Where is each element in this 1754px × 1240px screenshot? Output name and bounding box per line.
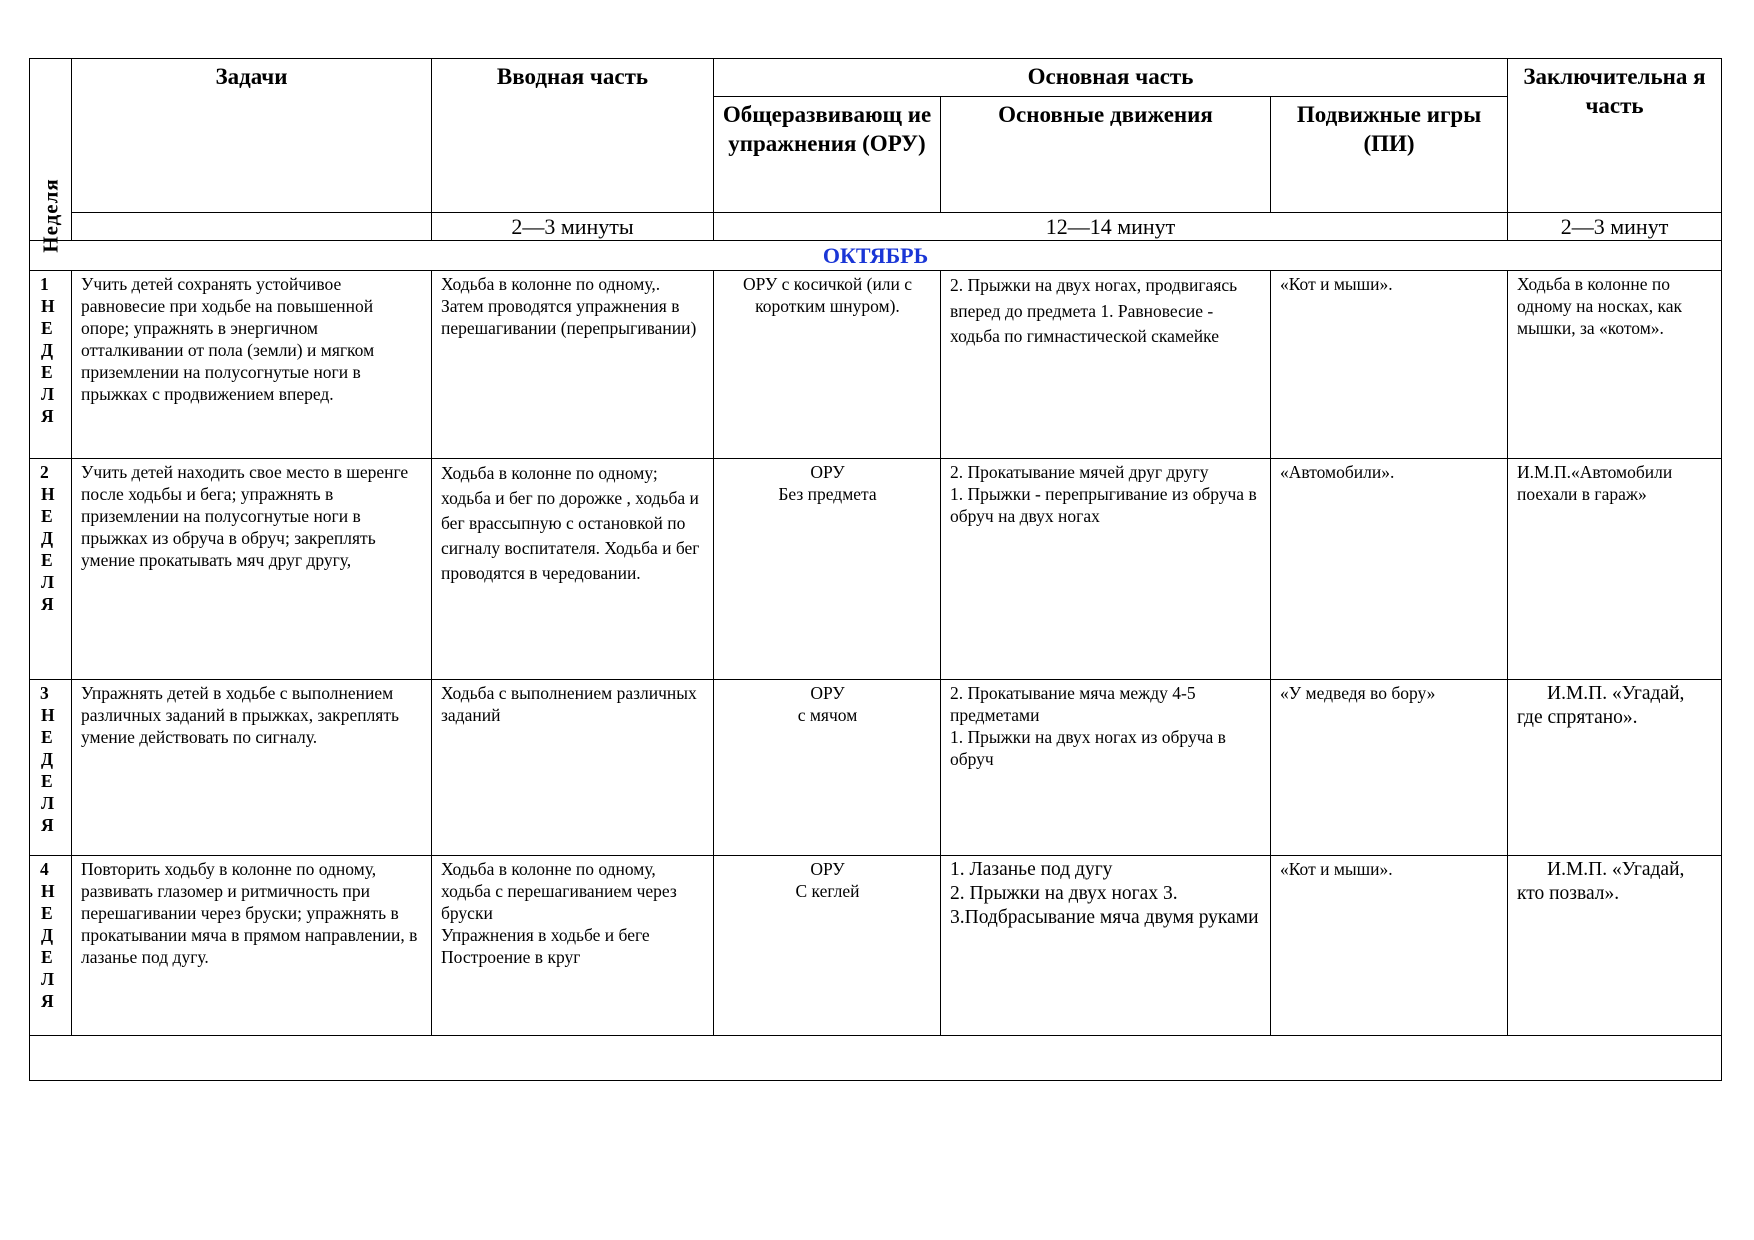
oru-cell: ОРУ С кеглей (714, 856, 941, 1036)
week-word: Н Е Д Е Л Я (41, 296, 55, 426)
final-cell: И.М.П. «Угадай, где спрятано». (1508, 680, 1722, 856)
oru-cell: ОРУ с косичкой (или с коротким шнуром). (714, 271, 941, 459)
empty-footer-row (30, 1036, 1722, 1081)
games-cell: «У медведя во бору» (1271, 680, 1508, 856)
oru-cell: ОРУ Без предмета (714, 459, 941, 680)
basic-moves-header: Основные движения (941, 97, 1271, 213)
intro-cell: Ходьба в колонне по одному, ходьба с перешагиванием через бруски Упражнения в ходьбе и беге Построение в круг (432, 856, 714, 1036)
tasks-header: Задачи (72, 59, 432, 213)
week-number: 3 (40, 683, 49, 703)
week-number: 1 (40, 274, 49, 294)
week-number: 4 (40, 859, 49, 879)
week-cell (30, 680, 72, 856)
tasks-cell: Учить детей находить свое место в шеренге после ходьбы и бега; упражнять в приземлении на полусогнутые ноги в прыжках из обруча в обруч; закреплять умение прокатывать мяч друг другу, (72, 459, 432, 680)
schedule-page (29, 58, 1721, 1081)
week-number: 2 (40, 462, 49, 482)
tasks-cell: Учить детей сохранять устойчивое равновесие при ходьбе на повышенной опоре; упражнять в энергичном отталкивании от пола (земли) и мягком приземлении на полусогнутые ноги в прыжках с продвижением вперед. (72, 271, 432, 459)
oru-cell: ОРУ с мячом (714, 680, 941, 856)
schedule-table (29, 58, 1722, 1081)
intro-cell: Ходьба в колонне по одному,. Затем проводятся упражнения в перешагивании (перепрыгивании) (432, 271, 714, 459)
oru-header: Общеразвивающ ие упражнения (ОРУ) (714, 97, 941, 213)
empty-cell (30, 1036, 1722, 1081)
week-word: Н Е Д Е Л Я (41, 881, 55, 1011)
tasks-duration-empty (72, 213, 432, 241)
week-cell (30, 271, 72, 459)
main-duration: 12—14 минут (714, 213, 1508, 241)
week-word: Н Е Д Е Л Я (41, 484, 55, 614)
tasks-cell: Упражнять детей в ходьбе с выполнением различных заданий в прыжках, закреплять умение действовать по сигналу. (72, 680, 432, 856)
final-header: Заключительна я часть (1508, 59, 1722, 213)
basic-moves-cell: 2. Прокатывание мячей друг другу 1. Прыжки - перепрыгивание из обруча в обруч на двух ногах (941, 459, 1271, 680)
games-cell: «Кот и мыши». (1271, 856, 1508, 1036)
week-cell (30, 459, 72, 680)
month-title: ОКТЯБРЬ (30, 241, 1722, 271)
table-row (30, 856, 1722, 1036)
basic-moves-cell: 2. Прокатывание мяча между 4-5 предметами 1. Прыжки на двух ногах из обруча в обруч (941, 680, 1271, 856)
final-duration: 2—3 минут (1508, 213, 1722, 241)
table-row (30, 459, 1722, 680)
week-cell (30, 856, 72, 1036)
intro-header: Вводная часть (432, 59, 714, 213)
intro-cell: Ходьба в колонне по одному; ходьба и бег по дорожке , ходьба и бег врассыпную с остановкой по сигналу воспитателя. Ходьба и бег проводятся в чередовании. (432, 459, 714, 680)
basic-moves-cell: 2. Прыжки на двух ногах, продвигаясь вперед до предмета 1. Равновесие - ходьба по гимнастической скамейке (941, 271, 1271, 459)
games-header: Подвижные игры (ПИ) (1271, 97, 1508, 213)
basic-moves-cell: 1. Лазанье под дугу 2. Прыжки на двух ногах 3. 3.Подбрасывание мяча двумя руками (941, 856, 1271, 1036)
intro-cell: Ходьба с выполнением различных заданий (432, 680, 714, 856)
table-row (30, 680, 1722, 856)
week-header (30, 59, 72, 253)
table-row (30, 271, 1722, 459)
week-word: Н Е Д Е Л Я (41, 705, 55, 835)
intro-duration: 2—3 минуты (432, 213, 714, 241)
tasks-cell: Повторить ходьбу в колонне по одному, развивать глазомер и ритмичность при перешагивании через бруски; упражнять в прокатывании мяча в прямом направлении, в лазанье под дугу. (72, 856, 432, 1036)
games-cell: «Автомобили». (1271, 459, 1508, 680)
final-cell: Ходьба в колонне по одному на носках, как мышки, за «котом». (1508, 271, 1722, 459)
final-cell: И.М.П. «Угадай, кто позвал». (1508, 856, 1722, 1036)
main-header: Основная часть (714, 59, 1508, 97)
games-cell: «Кот и мыши». (1271, 271, 1508, 459)
final-cell: И.М.П.«Автомобили поехали в гараж» (1508, 459, 1722, 680)
week-header-label: Неделя (38, 178, 62, 253)
